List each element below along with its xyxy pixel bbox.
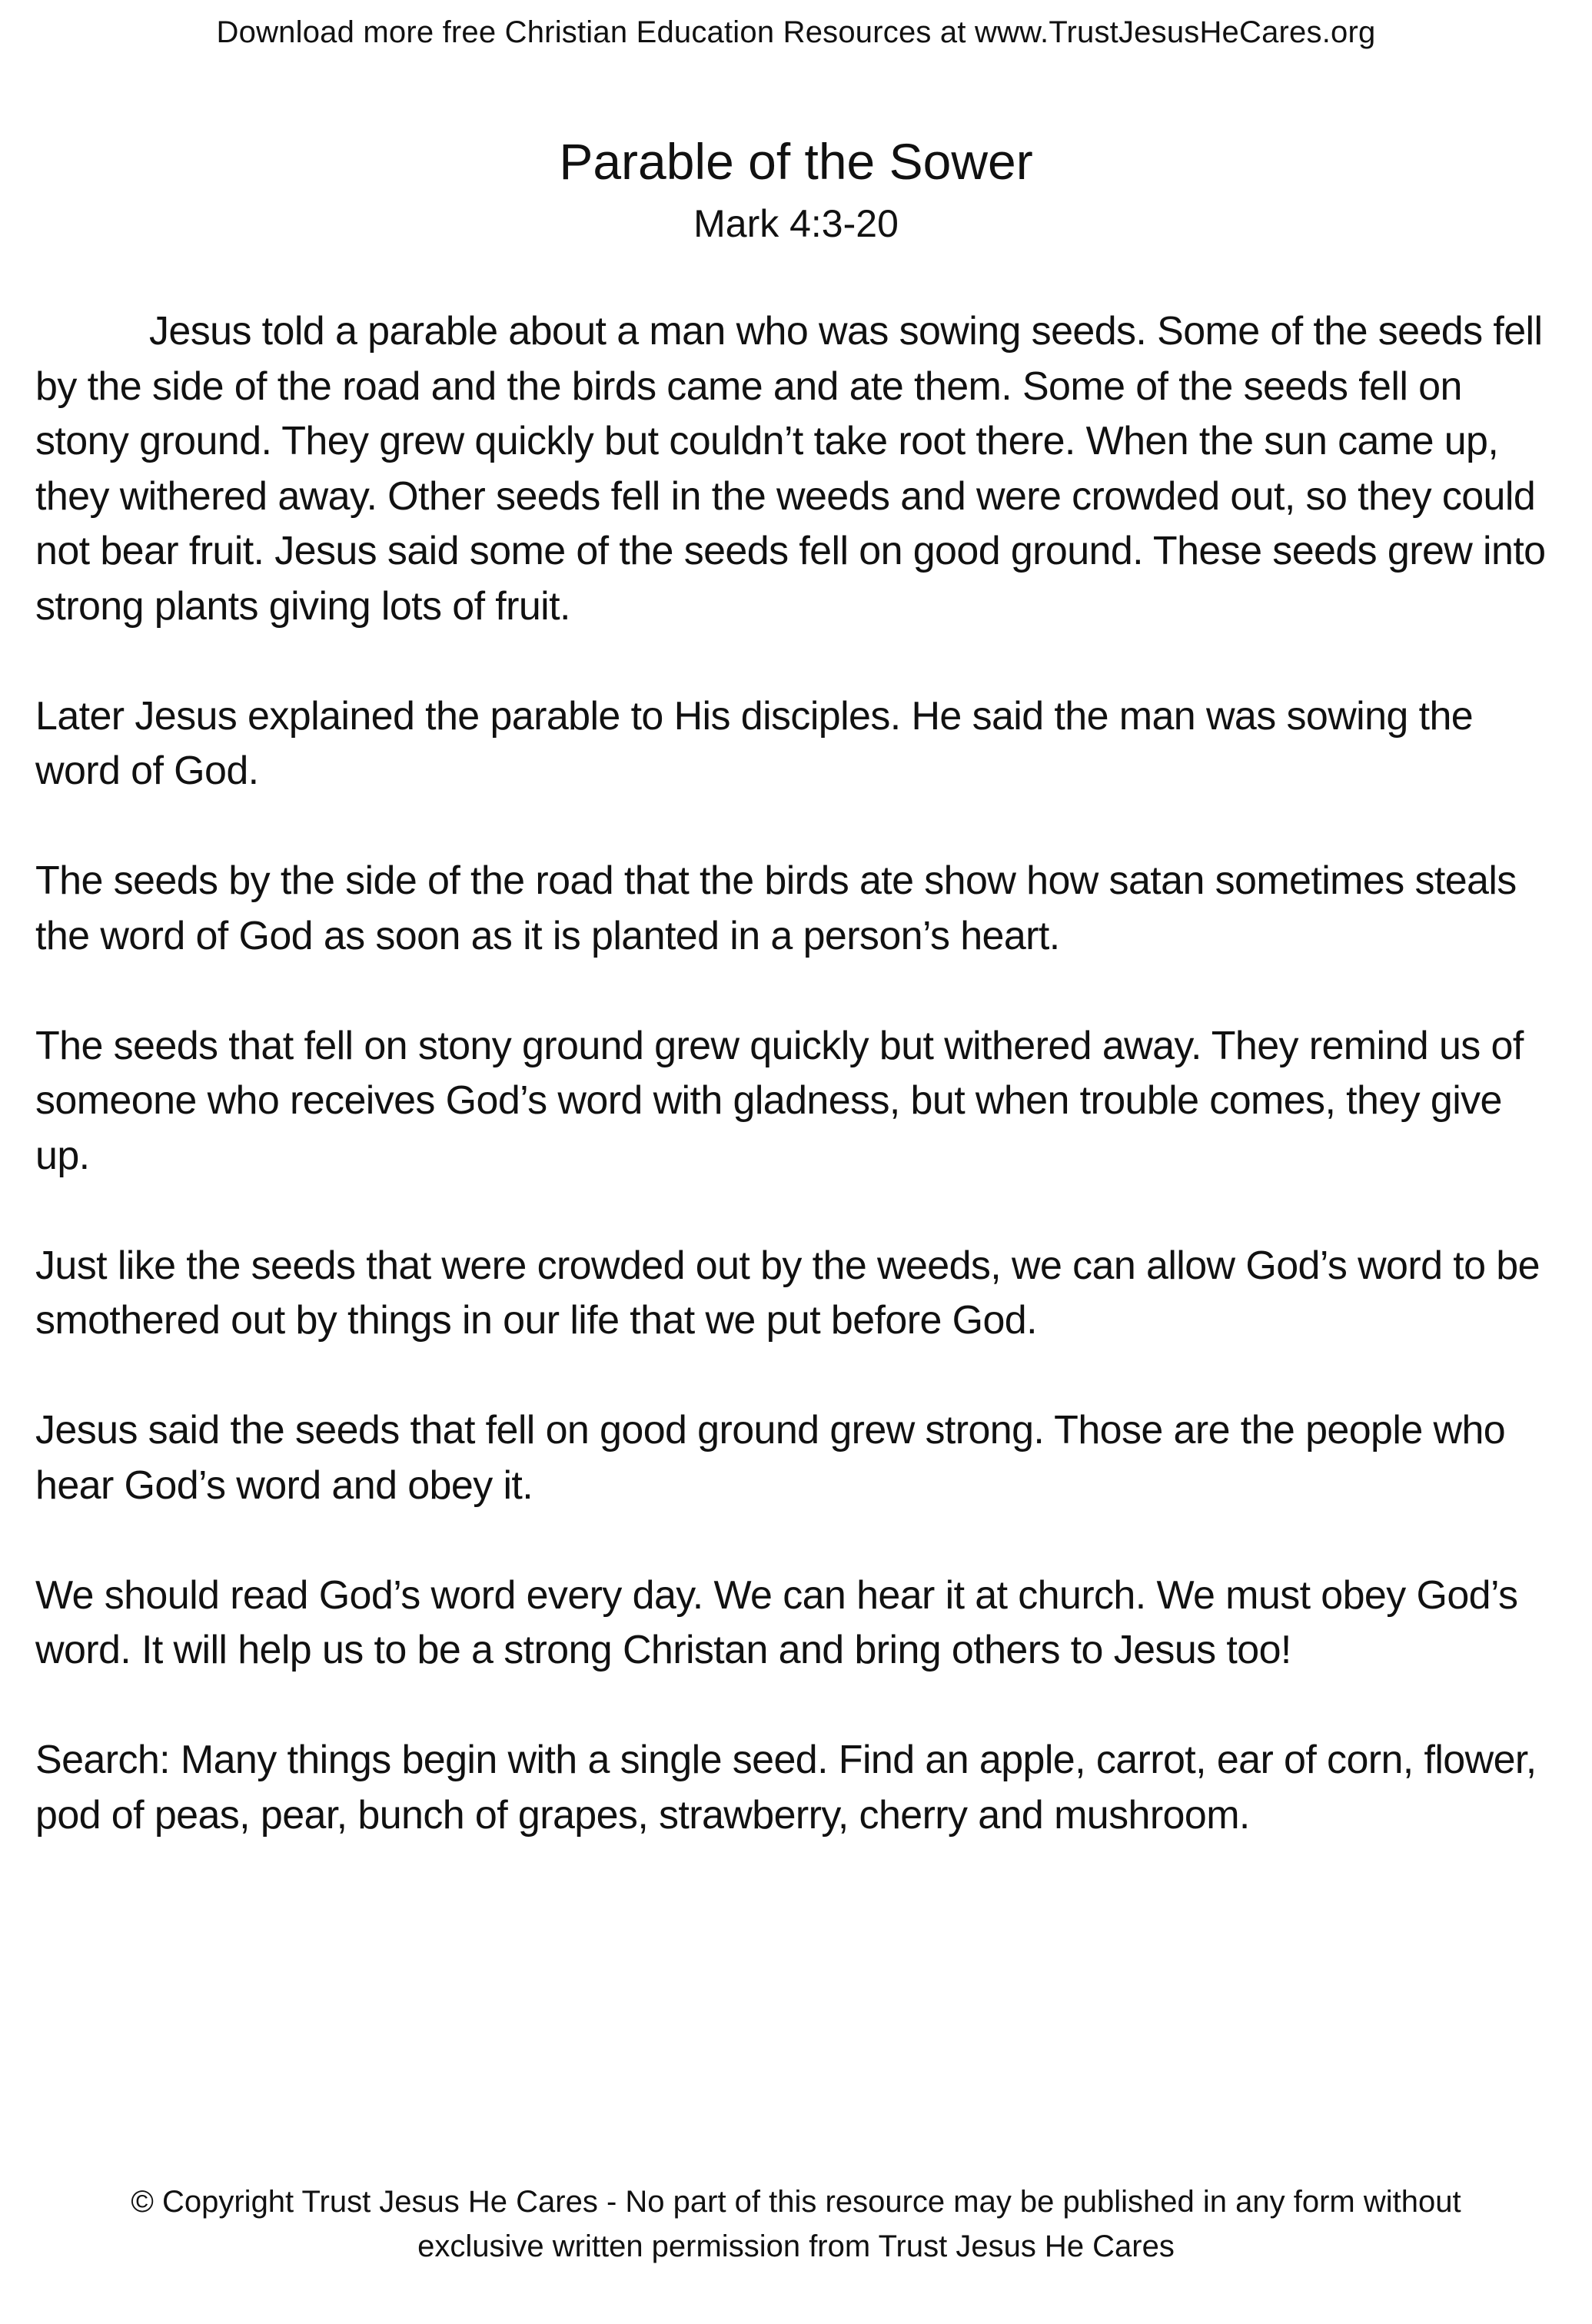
paragraph-explanation: Later Jesus explained the parable to His disciples. He said the man was sowing the word of God. xyxy=(35,693,1474,793)
paragraph-weed-seeds: Just like the seeds that were crowded out by the weeds, we can allow God’s word to be smothered out by things in our life that we put before God. xyxy=(35,1243,1540,1343)
paragraph-application: We should read God’s word every day. We can hear it at church. We must obey God’s word. It will help us to be a strong Christan and bring others to Jesus too! xyxy=(35,1572,1518,1672)
story-body xyxy=(35,304,1557,1898)
copyright-line-2: exclusive written permission from Trust Jesus He Cares xyxy=(417,2229,1175,2263)
page-title: Parable of the Sower xyxy=(559,133,1033,190)
paragraph-parable: Jesus told a parable about a man who was sowing seeds. Some of the seeds fell by the side of the road and the birds came and ate them. Some of the seeds fell on stony ground. They grew quickly but couldn’t take root there. When the sun came up, they withered away. Other seeds fell in the weeds and were crowded out, so they could not bear fruit. Jesus said some of the seeds fell on good ground. These seeds grew into strong plants giving lots of fruit. xyxy=(35,309,1546,629)
paragraph-good-seeds: Jesus said the seeds that fell on good ground grew strong. Those are the people who hear God’s word and obey it. xyxy=(35,1408,1506,1508)
paragraph-stony-seeds: The seeds that fell on stony ground grew quickly but withered away. They remind us of someone who receives God’s word with gladness, but when trouble comes, they give up. xyxy=(35,1023,1524,1178)
copyright-line-1: © Copyright Trust Jesus He Cares - No part of this resource may be published in any form without xyxy=(131,2185,1461,2219)
scripture-reference: Mark 4:3-20 xyxy=(693,202,899,245)
copyright-footer xyxy=(0,2180,1592,2269)
paragraph-search-instructions: Search: Many things begin with a single seed. Find an apple, carrot, ear of corn, flower, pod of peas, pear, bunch of grapes, strawberry, cherry and mushroom. xyxy=(35,1738,1537,1838)
download-notice: Download more free Christian Education Resources at www.TrustJesusHeCares.org xyxy=(216,15,1376,49)
paragraph-road-seeds: The seeds by the side of the road that the birds ate show how satan sometimes steals the word of God as soon as it is planted in a person’s heart. xyxy=(35,858,1517,958)
